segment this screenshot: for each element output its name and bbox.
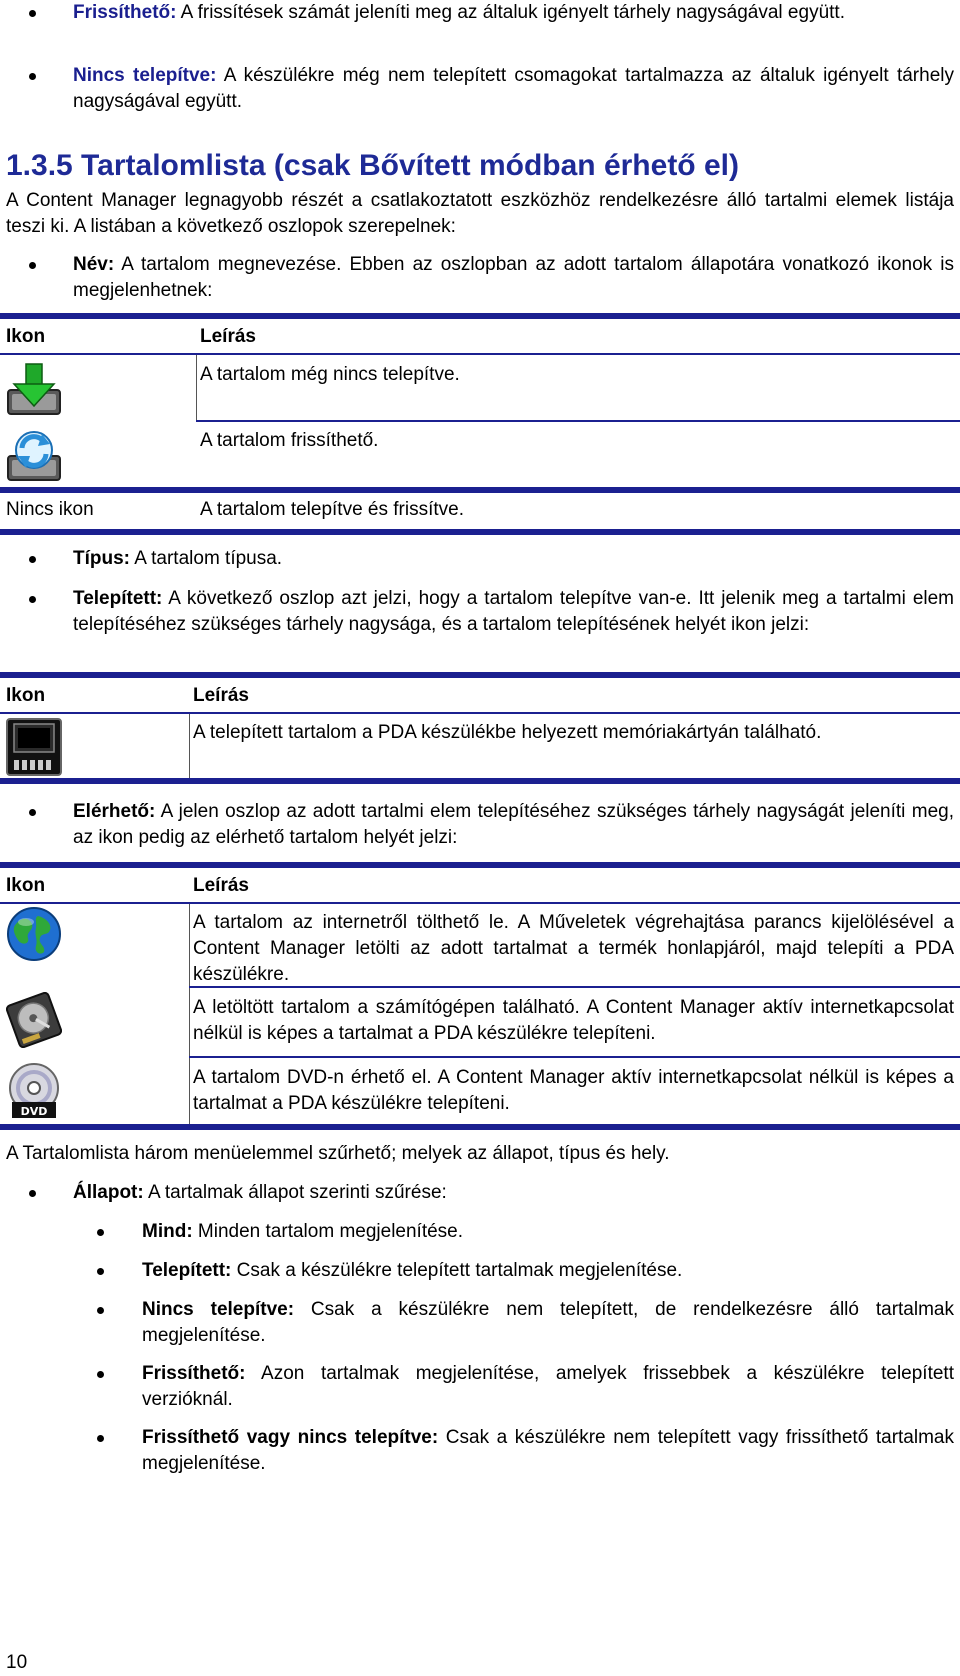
filter-intro-paragraph: A Tartalomlista három menüelemmel szűrhető; melyek az állapot, típus és hely. bbox=[6, 1143, 670, 1164]
bullet-dot bbox=[29, 262, 36, 269]
table-rule bbox=[189, 986, 960, 988]
table-header-description: Leírás bbox=[193, 875, 249, 896]
bullet-label: Mind: bbox=[142, 1221, 193, 1242]
bullet-text: Minden tartalom megjelenítése. bbox=[192, 1221, 464, 1242]
dvd-disc-icon bbox=[6, 1062, 62, 1120]
bullet-dot bbox=[29, 10, 36, 17]
table-cell-description: A tartalom telepítve és frissítve. bbox=[200, 499, 464, 520]
table-header-description: Leírás bbox=[193, 685, 249, 706]
bullet-text: Azon tartalmak megjelenítése, amelyek frissebbek a készülékre telepített verzióknál. bbox=[142, 1363, 954, 1410]
memory-card-icon bbox=[6, 718, 62, 776]
bullet-dot bbox=[29, 73, 36, 80]
page-number: 10 bbox=[6, 1652, 28, 1673]
tipus-bullet bbox=[0, 546, 960, 572]
table-divider bbox=[196, 355, 197, 420]
sub-bullet-frissitheto-vagy-nincs bbox=[0, 1425, 960, 1477]
elerheto-bullet bbox=[0, 799, 960, 851]
table-cell-description: A tartalom frissíthető. bbox=[200, 430, 379, 451]
bullet-text: A következő oszlop azt jelzi, hogy a tartalom telepítve van-e. Itt jelenik meg a tartalmi elem telepítéséhez szükséges tárhely nagysága, és a tartalom telepítésének helyét ikon jelzi: bbox=[73, 588, 954, 635]
table-rule bbox=[0, 529, 960, 535]
bullet-label: Állapot: bbox=[73, 1182, 144, 1203]
nev-bullet bbox=[0, 252, 960, 304]
table-header-icon: Ikon bbox=[6, 326, 46, 347]
table-rule bbox=[196, 420, 960, 422]
refresh-arrows-icon bbox=[6, 426, 62, 482]
table-cell-description: A telepített tartalom a PDA készülékbe helyezett memóriakártyán található. bbox=[193, 722, 822, 743]
table-rule bbox=[0, 313, 960, 319]
table-header-icon: Ikon bbox=[6, 875, 46, 896]
sub-bullet-nincs-telepitve bbox=[0, 1297, 960, 1349]
table-header-description: Leírás bbox=[200, 326, 256, 347]
top-bullet-frissitheto bbox=[0, 0, 960, 26]
bullet-dot bbox=[97, 1371, 104, 1378]
table-cell-description: A letöltött tartalom a számítógépen található. A Content Manager aktív internetkapcsolat nélkül is képes a tartalmat a PDA készülékre telepíteni. bbox=[193, 997, 954, 1044]
bullet-text: A készülékre még nem telepített csomagokat tartalmazza az általuk igényelt tárhely nagyságával együtt. bbox=[73, 65, 954, 112]
table-rule bbox=[0, 712, 960, 714]
sub-bullet-telepitett bbox=[0, 1258, 960, 1284]
table-rule bbox=[189, 1056, 960, 1058]
bullet-label: Telepített: bbox=[73, 588, 163, 609]
bullet-dot bbox=[97, 1307, 104, 1314]
bullet-text: A frissítések számát jeleníti meg az általuk igényelt tárhely nagyságával együtt. bbox=[176, 2, 845, 23]
bullet-text: Csak a készülékre nem telepített vagy frissíthető tartalmak megjelenítése. bbox=[142, 1427, 954, 1474]
bullet-dot bbox=[29, 809, 36, 816]
bullet-text: A tartalmak állapot szerinti szűrése: bbox=[143, 1182, 447, 1203]
hard-disk-icon bbox=[6, 992, 62, 1048]
bullet-dot bbox=[29, 596, 36, 603]
bullet-dot bbox=[97, 1229, 104, 1236]
globe-icon bbox=[6, 906, 62, 962]
bullet-text: Csak a készülékre nem telepített, de rendelkezésre álló tartalmak megjelenítése. bbox=[142, 1299, 954, 1346]
bullet-label: Frissíthető: bbox=[142, 1363, 246, 1384]
bullet-label: Frissíthető: bbox=[73, 2, 177, 23]
bullet-dot bbox=[29, 556, 36, 563]
telepitett-bullet bbox=[0, 586, 960, 638]
download-arrow-icon bbox=[6, 360, 62, 416]
bullet-label: Elérhető: bbox=[73, 801, 156, 822]
sub-bullet-mind bbox=[0, 1219, 960, 1245]
intro-paragraph: A Content Manager legnagyobb részét a csatlakoztatott eszközhöz rendelkezésre álló tartalmi elemek listája teszi ki. A listában a következő oszlopok szerepelnek: bbox=[6, 190, 954, 237]
table-rule bbox=[0, 1124, 960, 1130]
top-bullet-nincs-telepitve bbox=[0, 63, 960, 115]
bullet-label: Nincs telepítve: bbox=[142, 1299, 295, 1320]
bullet-text: A tartalom típusa. bbox=[130, 548, 283, 569]
table-cell-description: A tartalom még nincs telepítve. bbox=[200, 364, 460, 385]
table-header-icon: Ikon bbox=[6, 685, 46, 706]
table-cell-description: A tartalom DVD-n érhető el. A Content Manager aktív internetkapcsolat nélkül is képes a tartalmat a PDA készülékre telepíteni. bbox=[193, 1067, 954, 1114]
table-rule bbox=[0, 902, 960, 904]
bullet-label: Típus: bbox=[73, 548, 130, 569]
bullet-text: A tartalom megnevezése. Ebben az oszlopban az adott tartalom állapotára vonatkozó ikonok is megjelenhetnek: bbox=[73, 254, 954, 301]
table-rule bbox=[0, 487, 960, 493]
table-rule bbox=[0, 353, 960, 355]
bullet-dot bbox=[29, 1190, 36, 1197]
table-cell-description: A tartalom az internetről tölthető le. A Műveletek végrehajtása parancs kijelölésével a Content Manager letölti az adott tartalmat a termék honlapjáról, majd telepíti a PDA készülékre. bbox=[193, 912, 954, 985]
bullet-text: A jelen oszlop az adott tartalmi elem telepítéséhez szükséges tárhely nagyságát jeleníti meg, az ikon pedig az elérhető tartalom helyét jelzi: bbox=[73, 801, 954, 848]
svg-text:DVD: DVD bbox=[20, 1105, 48, 1118]
table-rule bbox=[0, 672, 960, 678]
bullet-label: Nincs telepítve: bbox=[73, 65, 217, 86]
table-divider bbox=[189, 714, 190, 778]
sub-bullet-frissitheto bbox=[0, 1361, 960, 1413]
allapot-bullet bbox=[0, 1180, 960, 1206]
bullet-label: Név: bbox=[73, 254, 115, 275]
bullet-dot bbox=[97, 1268, 104, 1275]
bullet-text: Csak a készülékre telepített tartalmak megjelenítése. bbox=[231, 1260, 683, 1281]
table-divider bbox=[189, 904, 190, 1126]
table-cell-no-icon: Nincs ikon bbox=[6, 499, 94, 520]
bullet-dot bbox=[97, 1435, 104, 1442]
table-rule bbox=[0, 778, 960, 784]
table-rule bbox=[0, 862, 960, 868]
section-title: 1.3.5 Tartalomlista (csak Bővített módban érhető el) bbox=[6, 149, 739, 182]
bullet-label: Telepített: bbox=[142, 1260, 232, 1281]
bullet-label: Frissíthető vagy nincs telepítve: bbox=[142, 1427, 439, 1448]
